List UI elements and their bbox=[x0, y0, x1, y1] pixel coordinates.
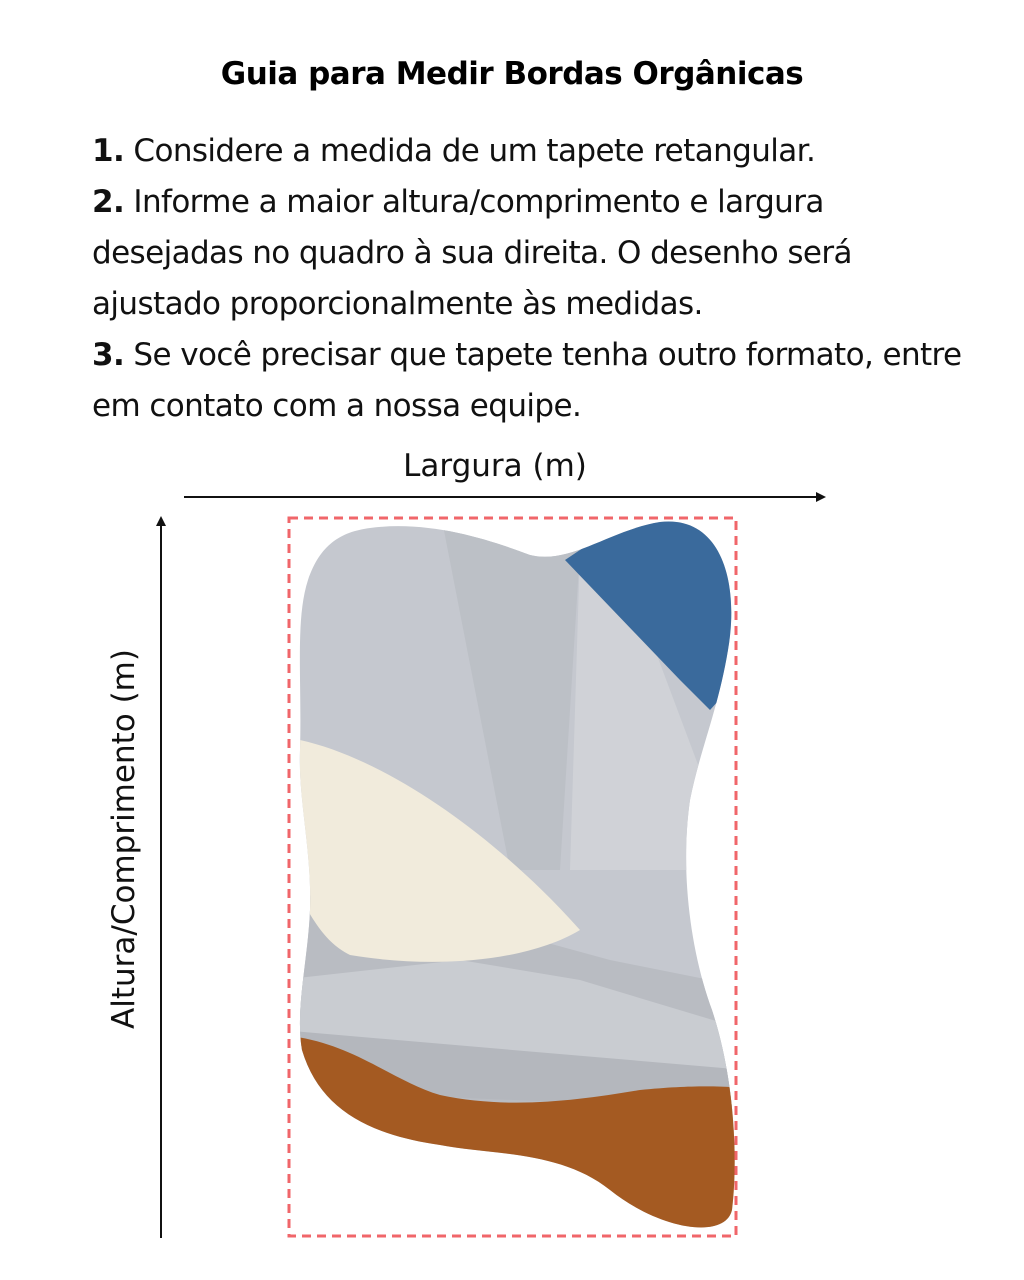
step-1-number: 1. bbox=[92, 133, 125, 169]
step-3 bbox=[92, 330, 972, 432]
step-1 bbox=[92, 126, 972, 177]
step-1-text: Considere a medida de um tapete retangular. bbox=[124, 133, 816, 169]
rug-diagram bbox=[280, 510, 746, 1244]
height-label: Altura/Comprimento (m) bbox=[106, 649, 142, 1029]
step-3-text: Se você precisar que tapete tenha outro formato, entre em contato com a nossa equipe. bbox=[92, 337, 962, 424]
page-title: Guia para Medir Bordas Orgânicas bbox=[220, 56, 804, 92]
step-2-text: Informe a maior altura/comprimento e largura desejadas no quadro à sua direita. O desenho será ajustado proporcionalmente às medidas. bbox=[92, 184, 852, 322]
height-arrow bbox=[154, 516, 168, 1240]
step-2-number: 2. bbox=[92, 184, 125, 220]
step-3-number: 3. bbox=[92, 337, 125, 373]
rug-illustration bbox=[280, 510, 746, 1244]
width-label: Largura (m) bbox=[403, 448, 587, 484]
instructions bbox=[92, 126, 972, 432]
width-arrow bbox=[180, 490, 830, 504]
step-2 bbox=[92, 177, 972, 330]
